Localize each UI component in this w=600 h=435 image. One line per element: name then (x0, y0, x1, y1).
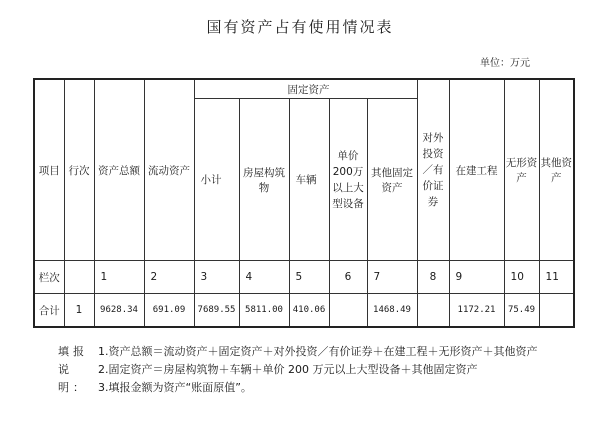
table-title: 国有资产占有使用情况表 (206, 18, 394, 36)
vehicles-value: 410.06 (289, 294, 329, 328)
column-number-cell: 9 (449, 261, 504, 294)
column-number-cell: 7 (367, 261, 417, 294)
header-buildings: 房屋构筑物 (239, 99, 289, 261)
other-assets-value (539, 294, 574, 328)
total-label: 合计 (34, 294, 64, 328)
buildings-value: 5811.00 (239, 294, 289, 328)
column-number-cell: 11 (539, 261, 574, 294)
column-number-label: 栏次 (34, 261, 64, 294)
header-item: 项目 (34, 79, 64, 261)
construction-value: 1172.21 (449, 294, 504, 328)
column-number-cell: 5 (289, 261, 329, 294)
asset-table (33, 78, 575, 328)
total-assets-value: 9628.34 (94, 294, 144, 328)
header-large-equipment: 单价200万以上大型设备 (329, 99, 367, 261)
unit-label: 单位：万元 (480, 58, 530, 69)
column-number-cell: 10 (504, 261, 539, 294)
header-investment: 对外投资／有价证券 (417, 79, 449, 261)
header-other-fixed: 其他固定资产 (367, 99, 417, 261)
column-number-cell: 8 (417, 261, 449, 294)
note-item: 1.资产总额＝流动资产＋固定资产＋对外投资／有价证券＋在建工程＋无形资产＋其他资产 (98, 345, 538, 358)
header-fixed-assets: 固定资产 (194, 79, 417, 99)
notes-label: 填报说明： (58, 345, 88, 394)
column-number-cell: 6 (329, 261, 367, 294)
column-number-cell: 3 (194, 261, 239, 294)
column-number-cell: 4 (239, 261, 289, 294)
total-row-no: 1 (64, 294, 94, 328)
column-number-cell: 1 (94, 261, 144, 294)
other-fixed-value: 1468.49 (367, 294, 417, 328)
intangible-value: 75.49 (504, 294, 539, 328)
current-assets-value: 691.09 (144, 294, 194, 328)
large-equipment-value (329, 294, 367, 328)
header-current-assets: 流动资产 (144, 79, 194, 261)
header-intangible: 无形资产 (504, 79, 539, 261)
investment-value (417, 294, 449, 328)
subtotal-value: 7689.55 (194, 294, 239, 328)
header-other-assets: 其他资产 (539, 79, 574, 261)
column-number-cell: 2 (144, 261, 194, 294)
header-subtotal: 小计 (194, 99, 239, 261)
note-item: 2.固定资产＝房屋构筑物＋车辆＋单价 200 万元以上大型设备＋其他固定资产 (98, 363, 478, 376)
header-row-no: 行次 (64, 79, 94, 261)
note-item: 3.填报金额为资产“账面原值”。 (98, 381, 252, 394)
header-construction: 在建工程 (449, 79, 504, 261)
header-total-assets: 资产总额 (94, 79, 144, 261)
header-vehicles: 车辆 (289, 99, 329, 261)
column-number-cell (64, 261, 94, 294)
